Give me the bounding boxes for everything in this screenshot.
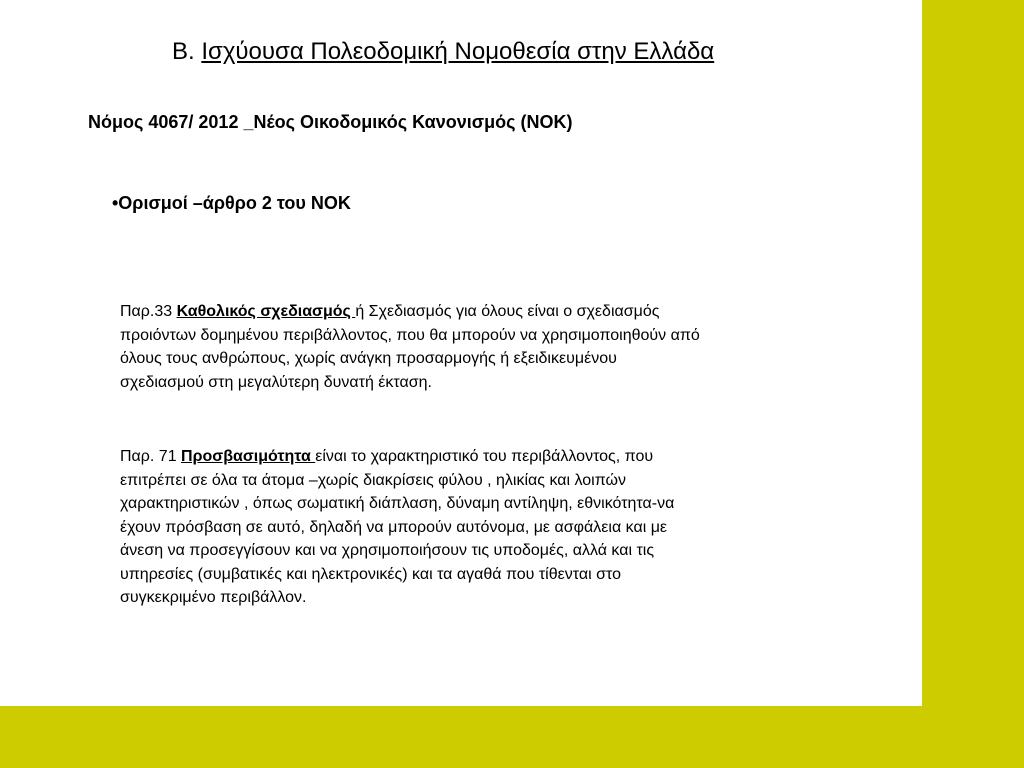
paragraph-line: επιτρέπει σε όλα τα άτομα –χωρίς διακρίσεις φύλου , ηλικίας και λοιπών xyxy=(120,471,627,489)
paragraph-text: είναι το χαρακτηριστικό του περιβάλλοντος, που xyxy=(315,448,654,465)
paragraph-line: όλους τους ανθρώπους, χωρίς ανάγκη προσαρμογής ή εξειδικευμένου xyxy=(120,350,617,367)
slide-title-text: Ισχύουσα Πολεοδομική Νομοθεσία στην Ελλάδα xyxy=(201,38,715,65)
law-subtitle: Νόμος 4067/ 2012 _Νέος Οικοδομικός Κανονισμός (ΝΟΚ) xyxy=(88,112,573,132)
paragraph-text: ή Σχεδιασμός για όλους είναι ο σχεδιασμός xyxy=(355,303,660,320)
paragraph-line: άνεση να προσεγγίσουν και να χρησιμοποιήσουν τις υποδομές, αλλά και τις xyxy=(120,542,655,559)
paragraph-line: συγκεκριμένο περιβάλλον. xyxy=(120,589,307,606)
definitions-bullet: •Ορισμοί –άρθρο 2 του ΝΟΚ xyxy=(112,193,351,213)
slide-title xyxy=(172,36,714,68)
paragraph-term: Προσβασιμότητα xyxy=(181,448,316,465)
accent-bar-bottom xyxy=(0,706,1024,768)
paragraph-33 xyxy=(120,300,860,394)
paragraph-line: υπηρεσίες (συμβατικές και ηλεκτρονικές) και τα αγαθά που τίθενται στο xyxy=(120,565,621,583)
paragraph-line xyxy=(120,445,860,469)
paragraph-71 xyxy=(120,445,860,610)
slide-title-prefix: Β. xyxy=(172,38,202,65)
paragraph-line xyxy=(120,300,860,324)
paragraph-prefix: Παρ. 71 xyxy=(120,448,182,465)
paragraph-prefix: Παρ.33 xyxy=(120,303,177,320)
paragraph-line: χαρακτηριστικών , όπως σωματική διάπλαση, δύναμη αντίληψη, εθνικότητα-να xyxy=(120,495,675,512)
paragraph-line: σχεδιασμού στη μεγαλύτερη δυνατή έκταση. xyxy=(120,373,432,391)
paragraph-line: προιόντων δομημένου περιβάλλοντος, που θα μπορούν να χρησιμοποιηθούν από xyxy=(120,326,700,344)
accent-bar-right xyxy=(922,0,1024,768)
paragraph-line: έχουν πρόσβαση σε αυτό, δηλαδή να μπορούν αυτόνομα, με ασφάλεια και με xyxy=(120,518,668,536)
paragraph-term: Καθολικός σχεδιασμός xyxy=(176,303,356,320)
